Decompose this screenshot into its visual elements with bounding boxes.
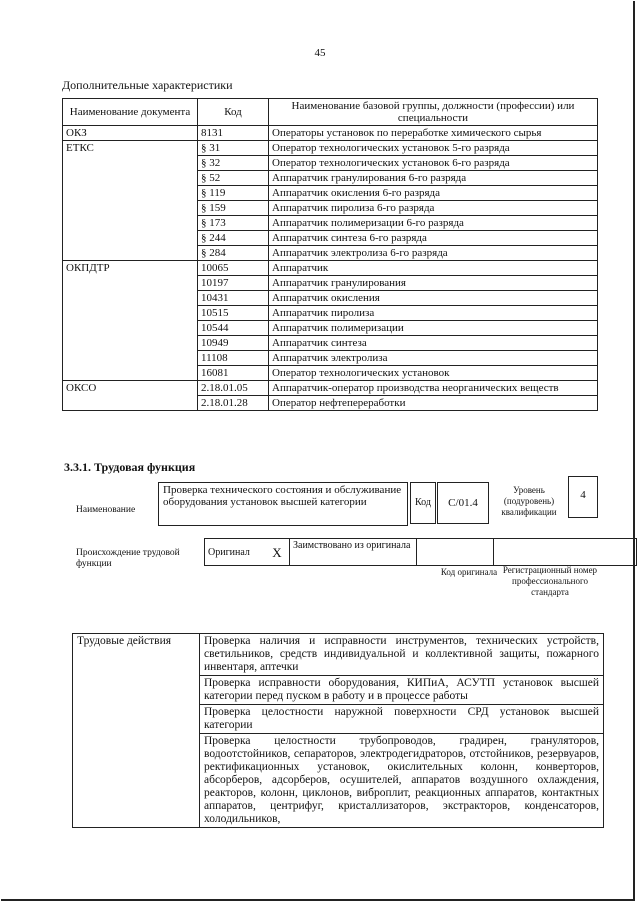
- name-cell: Аппаратчик-оператор производства неорганических веществ: [269, 381, 598, 396]
- function-title: 3.3.1. Трудовая функция: [64, 460, 196, 474]
- characteristics-body: [63, 126, 598, 411]
- actions-table: [72, 633, 604, 828]
- reg-number-label: Регистрационный номер профессионального стандарта: [502, 565, 598, 597]
- code-cell: 2.18.01.05: [198, 381, 269, 396]
- name-cell: Аппаратчик электролиза 6-го разряда: [269, 246, 598, 261]
- action-item: Проверка целостности наружной поверхности СРД установок высшей категории: [200, 705, 604, 734]
- code-cell: 2.18.01.28: [198, 396, 269, 411]
- code-cell: 10197: [198, 276, 269, 291]
- code-cell: § 32: [198, 156, 269, 171]
- code-original-label: Код оригинала: [440, 567, 498, 577]
- action-item: Проверка целостности трубопроводов, градирен, грануляторов, водоотстойников, сепараторов, электродегидраторов, отстойников, резервуаров, ректификационных установок, окислительных колонн, конверторов, абсорберов, адсорберов, осушителей, аппаратов воздушного охлаждения, реакторов, колонн, циклонов, виброплит, реакционных аппаратов, контактных аппаратов, центрифуг, кристаллизаторов, экстракторов, конденсаторов, холодильников,: [200, 734, 604, 828]
- name-cell: Оператор технологических установок 6-го разряда: [269, 156, 598, 171]
- name-cell: Оператор технологических установок 5-го разряда: [269, 141, 598, 156]
- doc-cell: ОКЗ: [63, 126, 198, 141]
- table-header-row: [63, 99, 598, 126]
- name-cell: Оператор технологических установок: [269, 366, 598, 381]
- table-row: [63, 141, 598, 156]
- code-cell: § 31: [198, 141, 269, 156]
- code-original-cell: [417, 539, 494, 566]
- doc-cell: ЕТКС: [63, 141, 198, 261]
- code-cell: § 173: [198, 216, 269, 231]
- name-cell: Аппаратчик полимеризации 6-го разряда: [269, 216, 598, 231]
- code-cell: 11108: [198, 351, 269, 366]
- name-cell: Операторы установок по переработке химического сырья: [269, 126, 598, 141]
- page-number: 45: [314, 47, 326, 59]
- original-mark: X: [265, 539, 290, 566]
- actions-body: [73, 634, 604, 828]
- name-cell: Аппаратчик: [269, 261, 598, 276]
- name-label: Наименование: [76, 505, 136, 515]
- name-cell: Аппаратчик окисления 6-го разряда: [269, 186, 598, 201]
- original-label: Оригинал: [205, 539, 266, 566]
- code-cell: 16081: [198, 366, 269, 381]
- characteristics-table: [62, 98, 598, 411]
- name-cell: Аппаратчик полимеризации: [269, 321, 598, 336]
- name-cell: Аппаратчик синтеза 6-го разряда: [269, 231, 598, 246]
- name-cell: Аппаратчик синтеза: [269, 336, 598, 351]
- name-cell: Аппаратчик гранулирования: [269, 276, 598, 291]
- header-doc: Наименование документа: [63, 99, 198, 126]
- doc-cell: ОКПДТР: [63, 261, 198, 381]
- code-cell: 10515: [198, 306, 269, 321]
- action-row: [73, 634, 604, 676]
- doc-cell: ОКСО: [63, 381, 198, 411]
- name-cell: Аппаратчик окисления: [269, 291, 598, 306]
- reg-number-cell: [494, 539, 637, 566]
- origin-label: Происхождение трудовой функции: [76, 548, 180, 569]
- name-cell: Аппаратчик электролиза: [269, 351, 598, 366]
- code-cell: 8131: [198, 126, 269, 141]
- name-cell: Аппаратчик гранулирования 6-го разряда: [269, 171, 598, 186]
- name-cell: Аппаратчик пиролиза 6-го разряда: [269, 201, 598, 216]
- code-cell: 10065: [198, 261, 269, 276]
- level-value-box: 4: [568, 476, 598, 518]
- code-cell: § 284: [198, 246, 269, 261]
- section-title: Дополнительные характеристики: [62, 78, 233, 92]
- actions-label: Трудовые действия: [73, 634, 200, 828]
- code-cell: 10949: [198, 336, 269, 351]
- borrowed-label: Заимствовано из оригинала: [290, 539, 417, 566]
- action-item: Проверка наличия и исправности инструментов, технических устройств, светильников, средств индивидуальной и коллективной защиты, пожарного инвентаря, аптечки: [200, 634, 604, 676]
- table-row: [63, 126, 598, 141]
- code-cell: 10544: [198, 321, 269, 336]
- name-cell: Аппаратчик пиролиза: [269, 306, 598, 321]
- name-cell: Оператор нефтепереработки: [269, 396, 598, 411]
- code-cell: § 119: [198, 186, 269, 201]
- code-cell: § 244: [198, 231, 269, 246]
- table-row: [63, 261, 598, 276]
- function-code-box: С/01.4: [437, 482, 489, 524]
- origin-table: [204, 538, 637, 566]
- action-item: Проверка исправности оборудования, КИПиА, АСУТП установок высшей категории перед пуском в работу и в процессе работы: [200, 676, 604, 705]
- code-cell: 10431: [198, 291, 269, 306]
- function-name-box: Проверка технического состояния и обслуживание оборудования установок высшей категории: [158, 482, 408, 526]
- header-code: Код: [198, 99, 269, 126]
- code-label: Код: [410, 482, 436, 524]
- code-cell: § 159: [198, 201, 269, 216]
- header-name: Наименование базовой группы, должности (профессии) или специальности: [269, 99, 598, 126]
- level-label: Уровень (подуровень) квалификации: [501, 485, 557, 517]
- code-cell: § 52: [198, 171, 269, 186]
- table-row: [63, 381, 598, 396]
